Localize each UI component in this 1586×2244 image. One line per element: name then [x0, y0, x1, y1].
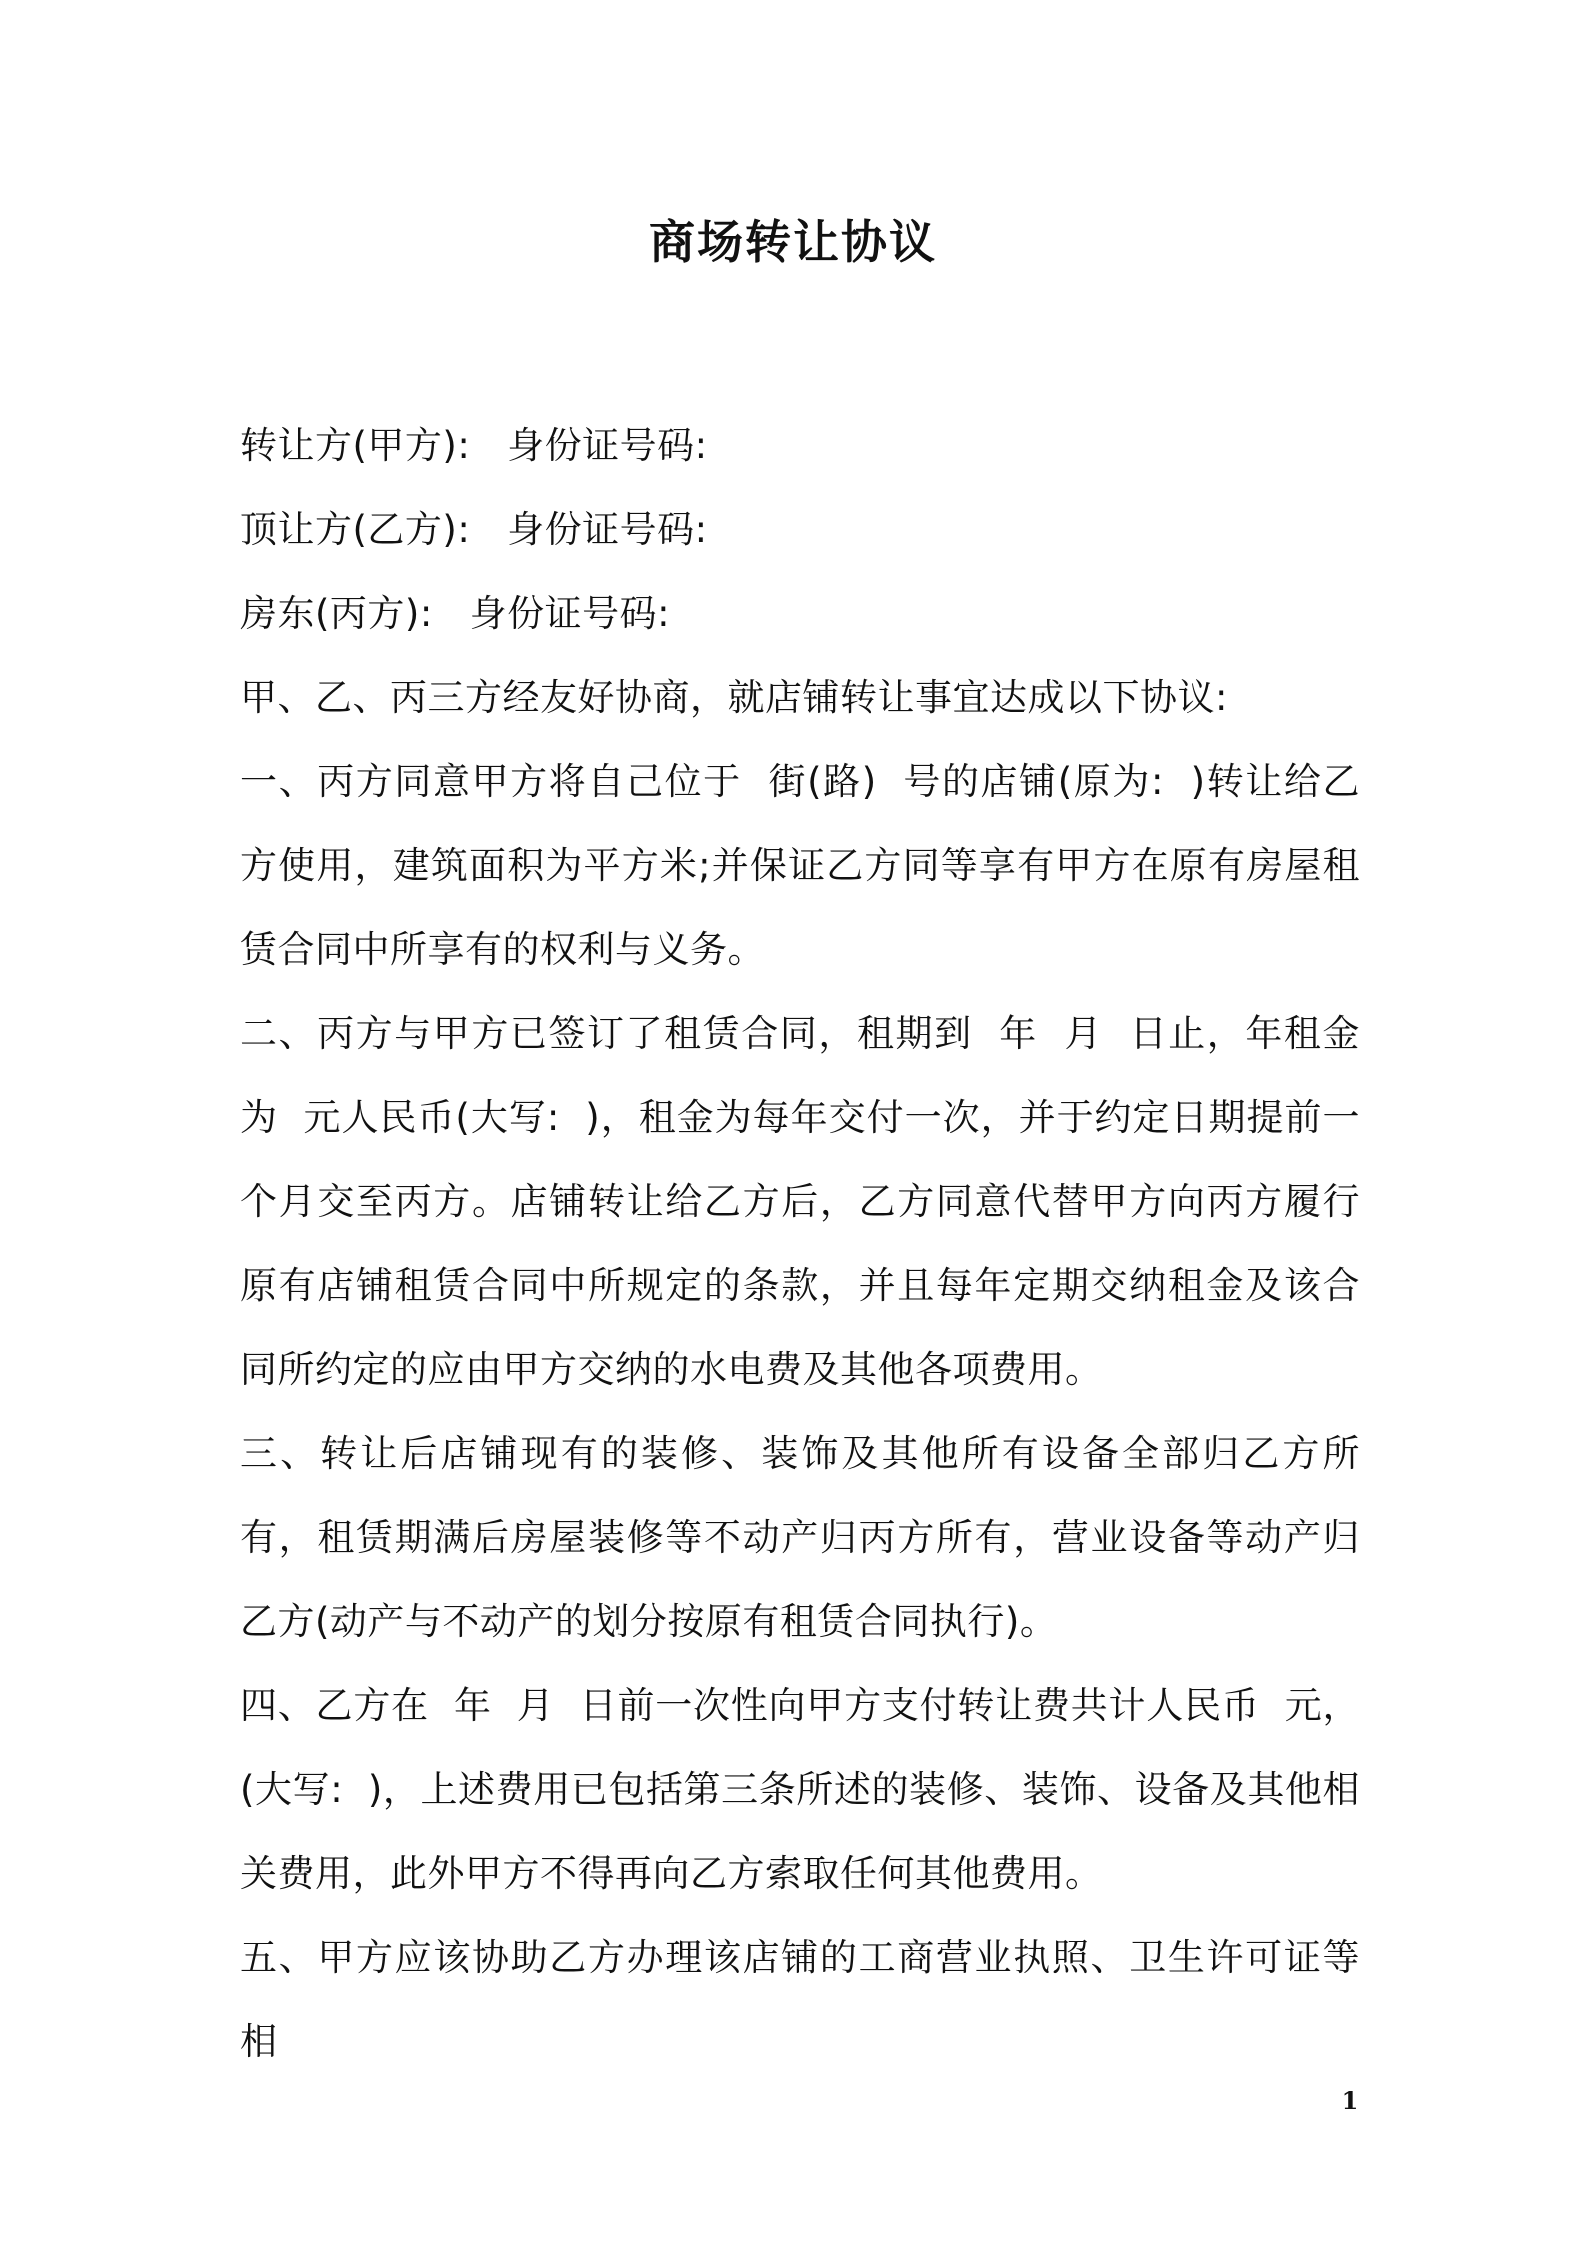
clause-3: 三、转让后店铺现有的装修、装饰及其他所有设备全部归乙方所有，租赁期满后房屋装修等不动产归丙方所有，营业设备等动产归乙方(动产与不动产的划分按原有租赁合同执行)。 — [240, 1432, 1360, 1643]
page-number: 1 — [1341, 2086, 1359, 2115]
clause-2: 二、丙方与甲方已签订了租赁合同，租期到 年 月 日止，年租金为 元人民币(大写: )，租金为每年交付一次，并于约定日期提前一个月交至丙方。店铺转让给乙方后，乙方同意代替甲方向丙方履行原有店铺租赁合同中所规定的条款，并且每年定期交纳租金及该合同所约定的应由甲方交纳的水电费及其他各项费用。 — [240, 1012, 1360, 1391]
party-c-line: 房东(丙方): 身份证号码: — [240, 592, 671, 635]
clause-1: 一、丙方同意甲方将自己位于 街(路) 号的店铺(原为: )转让给乙方使用，建筑面积为平方米;并保证乙方同等享有甲方在原有房屋租赁合同中所享有的权利与义务。 — [240, 760, 1360, 971]
document-title: 商场转让协议 — [649, 215, 937, 269]
clause-5: 五、甲方应该协助乙方办理该店铺的工商营业执照、卫生许可证等相 — [240, 1936, 1360, 2063]
party-b-line: 顶让方(乙方): 身份证号码: — [240, 508, 708, 551]
party-a-line: 转让方(甲方): 身份证号码: — [240, 424, 708, 467]
clause-4: 四、乙方在 年 月 日前一次性向甲方支付转让费共计人民币 元，(大写: )，上述费用已包括第三条所述的装修、装饰、设备及其他相关费用，此外甲方不得再向乙方索取任何其他费用。 — [240, 1684, 1360, 1895]
document-body — [240, 404, 1360, 2084]
agreement-intro: 甲、乙、丙三方经友好协商，就店铺转让事宜达成以下协议: — [240, 676, 1228, 719]
